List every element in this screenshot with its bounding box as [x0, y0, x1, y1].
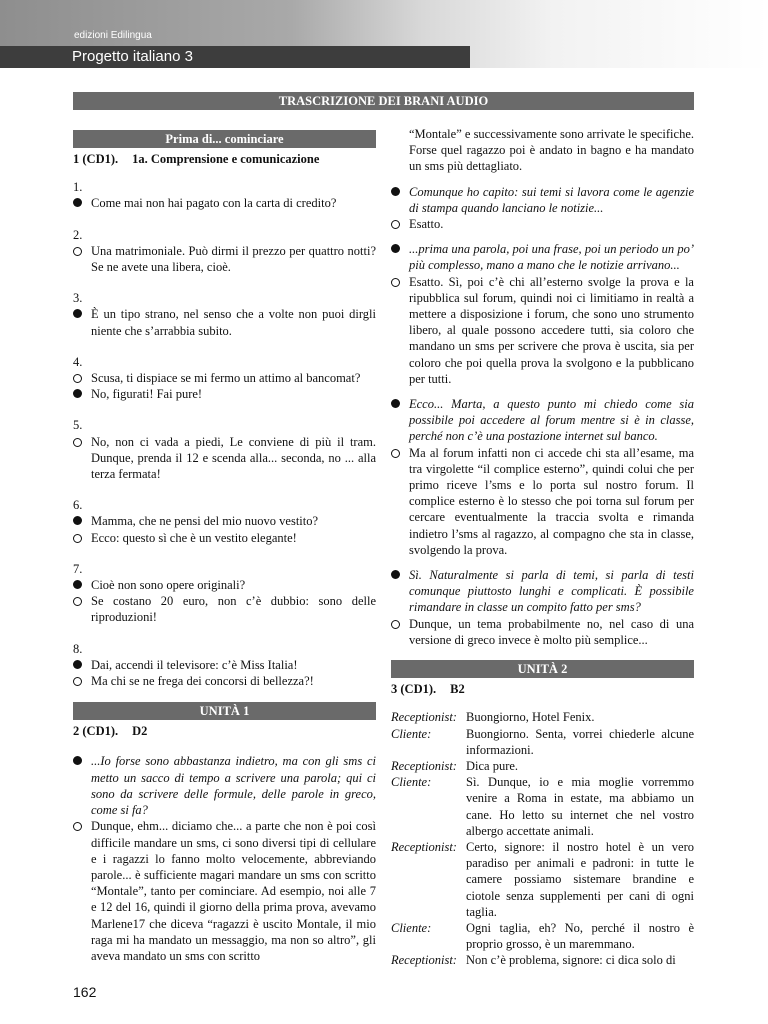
response-line — [73, 593, 376, 625]
header-banner — [0, 0, 768, 68]
exercise-items — [73, 179, 376, 689]
speech-text: Buongiorno. Senta, vorrei chiederle alcune informazioni. — [466, 726, 694, 757]
track-heading-1: 1 (CD1). 1a. Comprensione e comunicazione — [73, 152, 320, 166]
dialogue-line — [391, 758, 694, 774]
filled-bullet-icon — [73, 756, 82, 765]
line-text: Ecco... Marta, a questo punto mi chiedo come sia possibile poi accedere al forum mentre si è in classe, perché non c’è una postazione internet sul banco. — [409, 397, 694, 444]
dialogue-line — [391, 726, 694, 758]
response-line — [391, 216, 694, 232]
interviewer-line — [73, 195, 376, 211]
hollow-bullet-icon — [73, 534, 82, 543]
filled-bullet-icon — [391, 244, 400, 253]
dialogue-line — [391, 839, 694, 920]
speaker-label: Cliente: — [391, 775, 432, 790]
speaker-label: Receptionist: — [391, 758, 457, 773]
section-heading-prima: Prima di... cominciare — [73, 130, 376, 148]
dialogue-line — [391, 952, 694, 968]
interviewer-line — [391, 184, 694, 216]
response-line — [391, 445, 694, 558]
line-text: È un tipo strano, nel senso che a volte non puoi dirgli niente che s’arrabbia subito. — [91, 307, 376, 338]
line-text: Sì. Naturalmente si parla di temi, si parla di testi comunque piuttosto lunghi e complicati. È possibile rimandare in classe un compito fatto per sms? — [409, 568, 694, 615]
speaker-label: Cliente: — [391, 726, 432, 741]
interviewer-line — [73, 386, 376, 402]
interviewer-line — [73, 577, 376, 593]
response-line — [73, 818, 376, 964]
speech-text: Buongiorno, Hotel Fenix. — [466, 710, 595, 725]
hollow-bullet-icon — [73, 374, 82, 383]
line-text: Esatto. Sì, poi c’è chi all’esterno svolge la prova e la ripubblica sul forum, quindi noi ci limitiamo in realtà a mettere a disposizione i forum, che sono uno strumento libero, al quale possono accedere tutti, sia coloro che mandano un sms per scrivere che prova è uscita, sia per coloro che poi quella prova la svolgono e la pubblicano per tutti. — [409, 274, 694, 386]
item-number: 8. — [73, 641, 83, 656]
line-text: Ma al forum infatti non ci accede chi sta all’esame, ma tra virgolette “il complice esterno”, quindi colui che per primo riceve l’sms e lo porta sul nostro forum. Il complice esterno è lo stesso che poi torna sul forum per cercare eventualmente la traccia svolta e rimanda indietro l’sms al ragazzo, al compagno che sta in classe, svolgendo la prova. — [409, 445, 694, 557]
hollow-bullet-icon — [73, 247, 82, 256]
filled-bullet-icon — [391, 187, 400, 196]
line-text: ...Io forse sono abbastanza indietro, ma con gli sms ci metto un sacco di tempo a scrivere una parola; qui ci sono da scrivere delle formule, delle parole in greco, come si fa? — [91, 754, 376, 818]
continued-paragraph: “Montale” e successivamente sono arrivate le specifiche. Forse quel ragazzo poi è andato in bagno e ha mandato un sms più dettagliato. — [409, 127, 694, 174]
track-heading-2: 2 (CD1). D2 — [73, 724, 148, 739]
hollow-bullet-icon — [73, 597, 82, 606]
speaker-label: Receptionist: — [391, 710, 457, 725]
line-text: Scusa, ti dispiace se mi fermo un attimo al bancomat? — [91, 371, 361, 386]
line-text: Dai, accendi il televisore: c’è Miss Italia! — [91, 657, 298, 672]
track-heading-3: 3 (CD1). B2 — [391, 682, 465, 697]
interviewer-line — [73, 306, 376, 338]
interviewer-line — [73, 513, 376, 529]
speech-text: Certo, signore: il nostro hotel è un vero paradiso per animali e padroni: in tutte le camere possiamo sistemare brandine e ciotole senza supplementi per cani di ogni taglia. — [466, 839, 694, 919]
item-number: 1. — [73, 180, 83, 195]
filled-bullet-icon — [73, 516, 82, 525]
interview-dialogue — [391, 175, 694, 648]
line-text: Esatto. — [409, 217, 444, 232]
interviewer-line — [391, 567, 694, 616]
hotel-dialogue — [391, 709, 694, 968]
book-title: Progetto italiano 3 — [0, 46, 470, 68]
item-number: 2. — [73, 227, 83, 242]
filled-bullet-icon — [73, 660, 82, 669]
response-line — [73, 530, 376, 546]
filled-bullet-icon — [391, 570, 400, 579]
filled-bullet-icon — [73, 309, 82, 318]
response-line — [73, 434, 376, 483]
line-text: Dunque, ehm... diciamo che... a parte che non è poi così difficile mandare un sms, ci sono diversi tipi di cellulare e i ragazzi lo fanno molto velocemente, abbreviando parole... è sufficiente magari mandare un sms con scritto “Montale”, tanto per cominciare. Ad esempio, noi alle 7 e 12 del 16, quindi il giorno della prima prova, avevamo Marlene17 che diceva “ragazzi è uscito Montale, il mio raga mi ha mandato un messaggio, ma non so altro”, gli aveva mandato un sms con scritto — [91, 819, 376, 963]
item-number: 5. — [73, 418, 83, 433]
item-number: 7. — [73, 561, 83, 576]
line-text: Se costano 20 euro, non c’è dubbio: sono delle riproduzioni! — [91, 594, 376, 625]
section-heading-unita2: UNITÀ 2 — [391, 660, 694, 678]
main-heading: TRASCRIZIONE DEI BRANI AUDIO — [73, 92, 694, 110]
dialogue-line — [391, 709, 694, 725]
response-line — [73, 673, 376, 689]
dialogue-line — [391, 774, 694, 839]
track-2-dialogue — [73, 753, 376, 964]
response-line — [73, 370, 376, 386]
filled-bullet-icon — [73, 580, 82, 589]
hollow-bullet-icon — [391, 278, 400, 287]
speech-text: Non c’è problema, signore: ci dica solo di — [466, 953, 676, 968]
publisher-label: edizioni Edilingua — [74, 30, 152, 41]
line-text: Cioè non sono opere originali? — [91, 578, 246, 593]
section-heading-unita1: UNITÀ 1 — [73, 702, 376, 720]
line-text: ...prima una parola, poi una frase, poi un periodo un po’ più complesso, mano a mano che le notizie arrivano... — [409, 242, 694, 273]
response-line — [73, 243, 376, 275]
item-number: 4. — [73, 354, 83, 369]
interviewer-line — [391, 241, 694, 273]
speaker-label: Receptionist: — [391, 839, 457, 854]
line-text: No, non ci vada a piedi, Le conviene di più il tram. Dunque, prenda il 12 e scenda alla... seconda, no ... alla terza fermata! — [91, 434, 376, 482]
response-line — [391, 616, 694, 648]
speech-text: Ogni taglia, eh? No, perché il nostro è proprio grosso, è un maremmano. — [466, 920, 694, 952]
filled-bullet-icon — [73, 198, 82, 207]
speech-text: Sì. Dunque, io e mia moglie vorremmo venire a Roma in estate, ma abbiamo un cane. Ho letto su internet che nel vostro albergo accettate animali. — [466, 775, 694, 838]
filled-bullet-icon — [73, 389, 82, 398]
interviewer-line — [73, 657, 376, 673]
left-column — [73, 130, 376, 964]
interviewer-line — [391, 396, 694, 445]
interviewer-line — [73, 753, 376, 818]
speaker-label: Receptionist: — [391, 953, 457, 968]
hollow-bullet-icon — [73, 677, 82, 686]
hollow-bullet-icon — [73, 822, 82, 831]
speaker-label: Cliente: — [391, 920, 432, 935]
filled-bullet-icon — [391, 399, 400, 408]
right-column — [391, 126, 694, 969]
line-text: No, figurati! Fai pure! — [91, 387, 203, 402]
hollow-bullet-icon — [391, 449, 400, 458]
line-text: Ecco: questo sì che è un vestito elegante! — [91, 530, 297, 545]
line-text: Dunque, un tema probabilmente no, nel caso di una versione di greco invece è molto più semplice... — [409, 616, 694, 647]
hollow-bullet-icon — [391, 620, 400, 629]
line-text: Mamma, che ne pensi del mio nuovo vestito? — [91, 514, 319, 529]
hollow-bullet-icon — [73, 438, 82, 447]
page-number: 162 — [73, 984, 97, 1000]
line-text: Una matrimoniale. Può dirmi il prezzo per quattro notti? Se ne avete una libera, cioè. — [91, 243, 376, 275]
speech-text: Dica pure. — [466, 758, 519, 773]
line-text: Come mai non hai pagato con la carta di credito? — [91, 196, 337, 211]
dialogue-line — [391, 920, 694, 952]
line-text: Comunque ho capito: sui temi si lavora come le agenzie di stampa quando lanciano le notizie... — [409, 184, 694, 215]
item-number: 6. — [73, 498, 83, 513]
line-text: Ma chi se ne frega dei concorsi di bellezza?! — [91, 674, 314, 689]
item-number: 3. — [73, 291, 83, 306]
response-line — [391, 274, 694, 387]
hollow-bullet-icon — [391, 220, 400, 229]
